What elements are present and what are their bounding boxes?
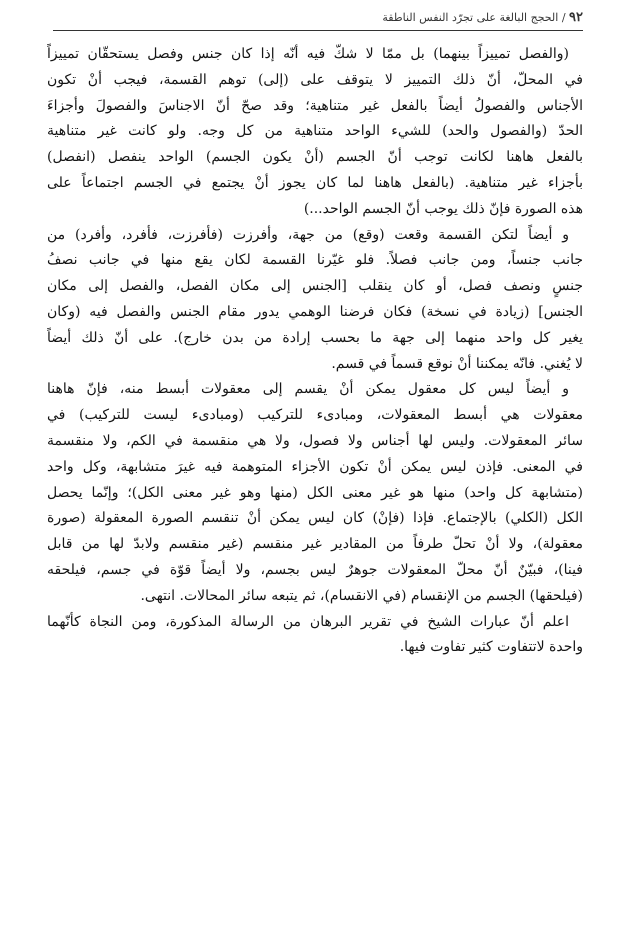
text-line: سائر المعقولات. وليس لها أجناس ولا فصول، ولا هي منقسمة في الكم، ولا منقسمة	[47, 432, 583, 449]
running-title: / الحجج البالغة على تجرّد النفس الناطقة	[382, 11, 566, 24]
text-line: (متشابهة كل واحد) منها هو غير معنى الكل (منها وهو غير معنى الكل)؛ وإنّما يحصل	[47, 484, 583, 501]
text-line: معقولات هي أبسط المعقولات، ومبادىء للتركيب (ومبادىء ليست للتركيب) في	[47, 407, 583, 424]
page-number: ٩٢	[569, 10, 583, 25]
text-line: و أيضاً ليس كل معقول يمكن أنْ يقسم إلى معقولات أبسط منه، فإنّ هاهنا	[47, 381, 569, 398]
text-line: (والفصل تمييزاً بينهما) بل ممّا لا شكّ فيه أنّه إذا كان جنس وفصل يستحقّان تمييزاً	[47, 46, 569, 62]
text-line: الكل (الكلي) بالإجتماع. فإذا (فإنْ) كان ليس يمكن أنْ تنقسم الصورة المعقولة (صورة	[47, 510, 583, 527]
text-line: معقولة)، ولا أنْ تحلّ طرفاً من المقادير غير منقسم (غير منقسم ولابدّ لها من قابل	[47, 536, 583, 553]
paragraph	[47, 377, 583, 609]
text-line: و أيضاً لتكن القسمة وقعت (وقع) من جهة، وأفرزت (فأفرزت، فأفرد، وأفرد) من	[47, 226, 569, 243]
paragraph	[47, 223, 583, 378]
text-line: اعلم أنّ عبارات الشيخ في تقرير البرهان من الرسالة المذكورة، ومن النجاة كأنّهما	[47, 613, 569, 630]
text-line: لا يُغني. فانّه يمكننا أنْ نوقع قسماً في قسم.	[331, 355, 583, 372]
paragraph	[47, 610, 583, 662]
text-line: الأجناس والفصولُ أيضاً بالفعل غير متناهية؛ وقد صحّ أنّ الاجناسَ والفصولَ وأجزاءَ	[47, 97, 583, 114]
text-line: واحدة لاتتفاوت كثير تفاوت فيها.	[399, 639, 583, 656]
page-body	[47, 42, 583, 661]
text-line: في المعنى. فإذن ليس يمكن أنْ تكون الأجزاء المتوهمة فيه غيرَ متشابهة، وكل واحد	[47, 458, 583, 475]
paragraph	[47, 42, 583, 223]
text-line: جانب جنساً، ومن جانب فصلاً. فلو غيّرنا القسمة لكان يقع منها في جانب نصفُ	[47, 252, 583, 269]
text-line: هذه الصورة فإنّ ذلك يوجب أنّ الجسم الواحد...)	[303, 200, 583, 217]
running-header	[53, 10, 583, 31]
text-line: (فيلحقها) الجسم من الإنقسام (في الانقسام)، ثم يتبعه سائر المحالات. انتهى.	[140, 587, 583, 604]
text-line: الجنس] (زيادة في نسخة) فكان فرضنا الوهمي يدور مقام الجنس والفصل فيه (وكان	[47, 303, 583, 320]
text-line: في المحلّ، أنّ ذلك التمييز لا يتوقف على (إلى) توهم القسمة، فيجب أنْ تكون	[47, 71, 583, 88]
text-line: الحدّ (والفصول والحد) للشيء الواحد متناهية من كل وجه. ولو كانت غير متناهية	[47, 123, 583, 140]
text-line: جنسٍ ونصف فصل، أو كان ينقلب [الجنس إلى مكان الفصل، والفصل إلى مكان	[47, 278, 583, 295]
text-line: فينا)، فبيّنٌ أنّ محلّ المعقولات جوهرٌ ليس بجسم، ولا أيضاً قوّة في جسم، فيلحقه	[47, 561, 583, 578]
text-line: يغير كل واحد منهما إلى جهة ما بحسب إرادة من بدن خارج). على أنّ ذلك أيضاً	[47, 329, 583, 346]
text-line: بالفعل هاهنا لكانت توجب أنّ الجسم (أنْ يكون الجسم) الواحد ينفصل (انفصل)	[47, 149, 583, 166]
text-line: بأجزاء غير متناهية. (بالفعل هاهنا لما كان يجوز أنْ يجتمع في الجسم اجتماعاً على	[47, 174, 583, 191]
